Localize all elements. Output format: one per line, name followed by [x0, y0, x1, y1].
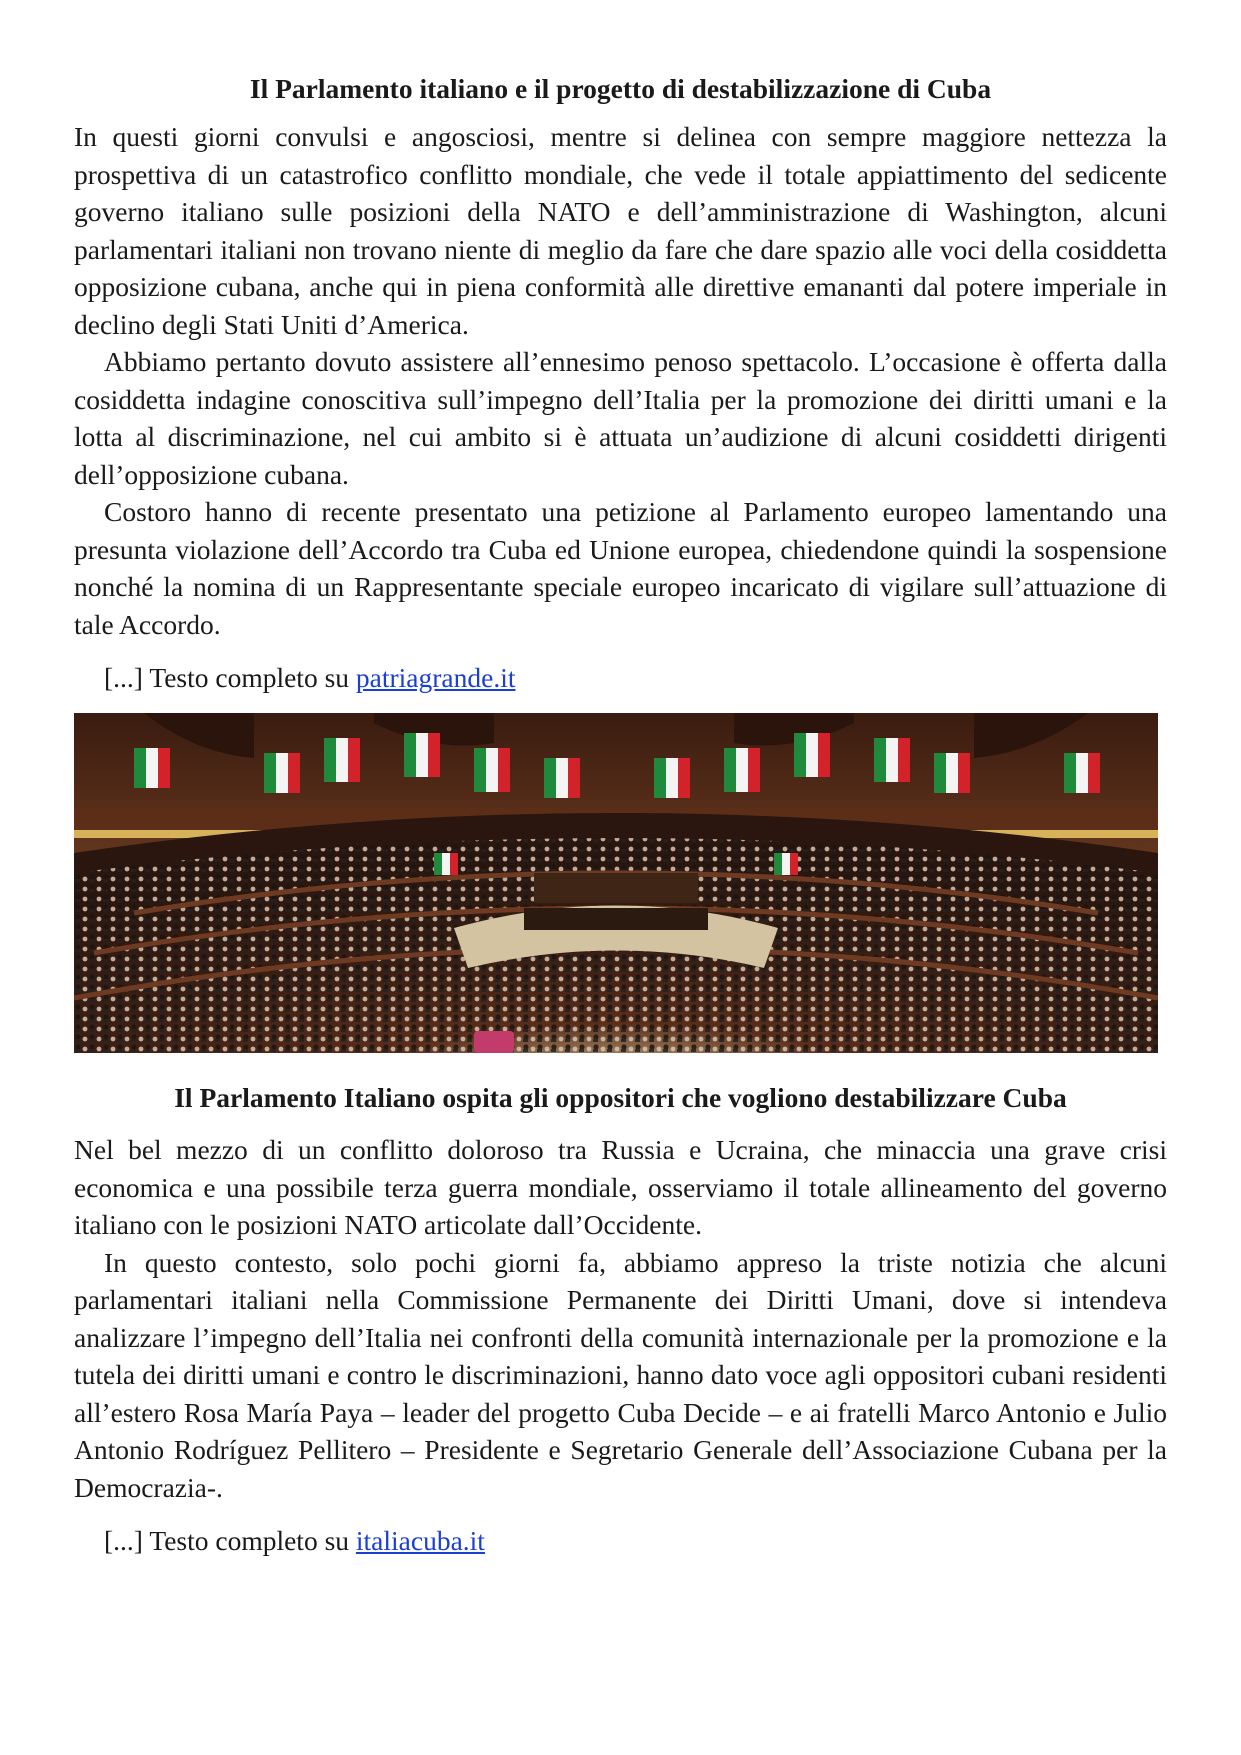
italiacuba-link[interactable]: italiacuba.it — [355, 1525, 485, 1556]
article-1-title: Il Parlamento italiano e il progetto di destabilizzazione di Cuba — [249, 73, 992, 104]
article-2-paragraph-1: Nel bel mezzo di un conflitto doloroso tra Russia e Ucraina, che minaccia una grave crisi economica e una possibile terza guerra mondiale, osserviamo il totale allineamento del governo italiano con le posizioni NATO articolate dall’Occidente. — [74, 1134, 1167, 1240]
read-more-prefix: [...] Testo completo su — [104, 1525, 356, 1556]
article-1-paragraph-3: Costoro hanno di recente presentato una petizione al Parlamento europeo lamentando una presunta violazione dell’Accordo tra Cuba ed Unione europea, chiedendone quindi la sospensione nonché la nomina di un Rappresentante speciale europeo incaricato di vigilare sull’attuazione di tale Accordo. — [74, 496, 1167, 640]
article-2-paragraph-2: In questo contesto, solo pochi giorni fa, abbiamo appreso la triste notizia che alcuni parlamentari italiani nella Commissione Permanente dei Diritti Umani, dove si intendeva analizzare l’impegno dell’Italia nei confronti della comunità internazionale per la promozione e la tutela dei diritti umani e contro le discriminazioni, hanno dato voce agli oppositori cubani residenti all’estero Rosa María Paya – leader del progetto Cuba Decide – e ai fratelli Marco Antonio e Julio Antonio Rodríguez Pellitero – Presidente e Segretario Generale dell’Associazione Cubana per la Democrazia-. — [74, 1246, 1167, 1503]
article-1-paragraph-2: Abbiamo pertanto dovuto assistere all’ennesimo penoso spettacolo. L’occasione è offerta dalla cosiddetta indagine conoscitiva sull’impegno dell’Italia per la promozione dei diritti umani e la lotta al discriminazione, nel cui ambito si è attuata un’audizione di alcuni cosiddetti dirigenti dell’opposizione cubana. — [74, 346, 1167, 490]
article-2-title: Il Parlamento Italiano ospita gli oppositori che vogliono destabilizzare Cuba — [174, 1082, 1067, 1113]
article-1-read-more — [74, 659, 1167, 697]
article-1-paragraph-1: In questi giorni convulsi e angosciosi, mentre si delinea con sempre maggiore nettezza la prospettiva di un catastrofico conflitto mondiale, che vede il totale appiattimento del sedicente governo italiano sulle posizioni della NATO e dell’amministrazione di Washington, alcuni parlamentari italiani non trovano niente di meglio da fare che dare spazio alle voci della cosiddetta opposizione cubana, anche qui in piena conformità alle direttive emananti dal potere imperiale in declino degli Stati Uniti d’America. — [74, 121, 1167, 340]
parliament-chamber-image — [74, 713, 1158, 1053]
page — [74, 70, 1167, 1560]
read-more-prefix: [...] Testo completo su — [104, 662, 356, 693]
article-2-read-more — [74, 1522, 1167, 1560]
article-2-body — [74, 1131, 1167, 1506]
patriagrande-link[interactable]: patriagrande.it — [355, 662, 516, 693]
parliament-photo — [74, 713, 1158, 1053]
article-1-body — [74, 118, 1167, 643]
